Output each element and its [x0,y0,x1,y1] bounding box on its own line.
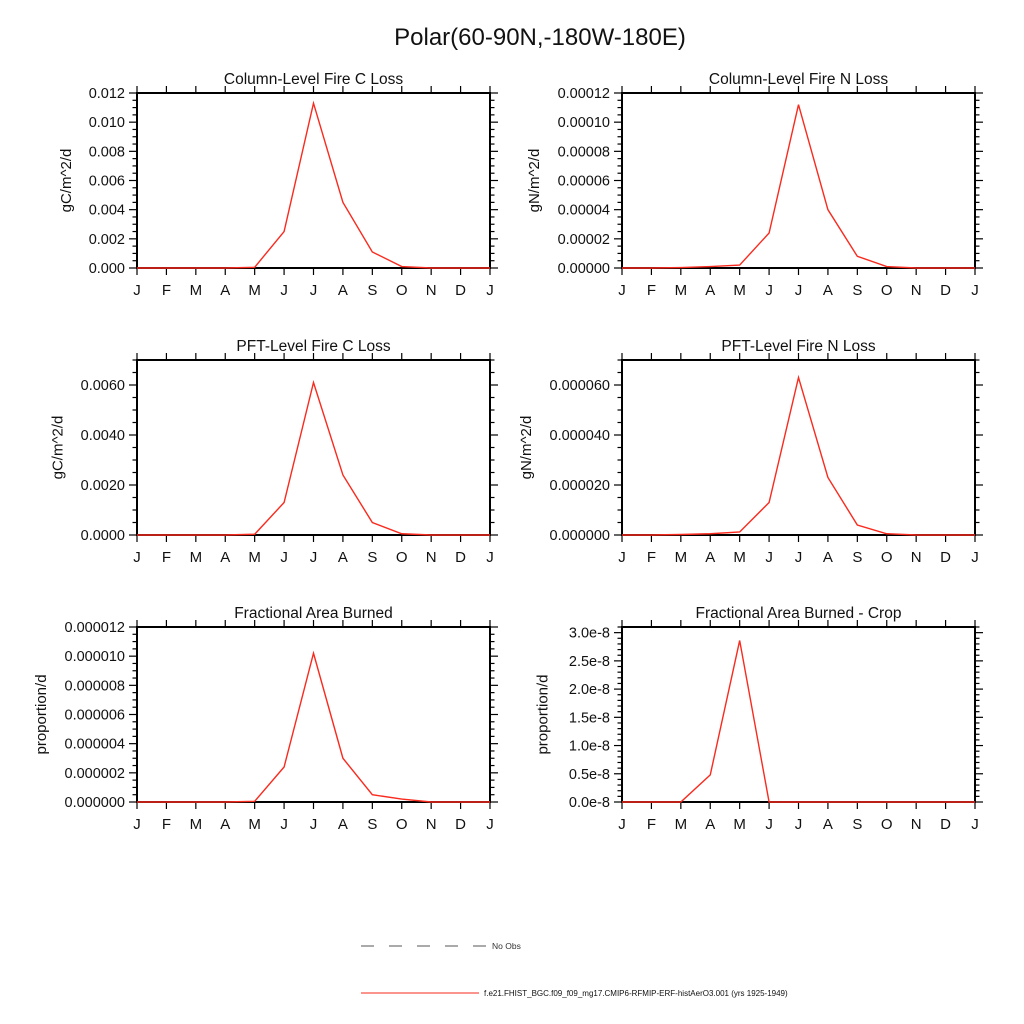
plot-frame [622,93,975,268]
svg-text:A: A [220,282,231,299]
svg-text:F: F [646,549,657,566]
legend-label-no-obs: No Obs [492,941,521,951]
svg-text:M: M [248,549,261,566]
svg-text:O: O [395,816,408,833]
svg-text:3.0e-8: 3.0e-8 [568,625,610,642]
data-line [622,641,975,802]
svg-text:A: A [337,816,348,833]
svg-text:0.002: 0.002 [88,231,125,248]
svg-text:0.000060: 0.000060 [549,378,610,394]
svg-text:J: J [486,549,494,566]
plot-frame [137,360,490,535]
y-tick-labels [558,86,610,277]
legend-dashed-line-swatch [360,941,488,951]
svg-text:M: M [248,282,261,299]
y-tick-labels [89,86,125,277]
plot-frame [622,627,975,802]
legend-entry-no-obs [360,941,521,951]
y-tick-labels [65,620,125,811]
svg-text:J: J [794,549,803,566]
y-tick-labels [550,378,610,544]
svg-text:S: S [852,549,863,566]
svg-text:0.0060: 0.0060 [80,378,125,394]
svg-text:A: A [337,549,348,566]
subplot-column-level-fire-n-loss [502,51,1012,316]
svg-text:O: O [395,549,408,566]
svg-text:0.0020: 0.0020 [80,478,125,494]
svg-text:J: J [765,549,773,566]
x-ticks [622,353,975,542]
svg-text:F: F [161,282,172,299]
svg-text:1.0e-8: 1.0e-8 [568,738,610,755]
svg-text:J: J [971,282,979,299]
svg-text:O: O [880,816,893,833]
y-ticks [614,360,983,535]
y-tick-labels [81,378,125,544]
plot-frame [137,93,490,268]
svg-text:J: J [280,282,288,299]
svg-text:A: A [705,282,716,299]
x-tick-labels [618,549,979,566]
svg-text:J: J [486,282,494,299]
svg-text:0.000008: 0.000008 [64,678,125,695]
svg-text:J: J [765,282,773,299]
svg-text:0.000010: 0.000010 [64,649,125,666]
svg-text:2.0e-8: 2.0e-8 [568,682,610,699]
svg-text:F: F [161,816,172,833]
svg-text:N: N [425,816,437,833]
subplot-fractional-area-burned [17,585,527,850]
svg-text:D: D [455,816,467,833]
svg-text:M: M [189,816,203,833]
chart-canvas [17,585,520,847]
svg-text:0.008: 0.008 [88,144,125,161]
y-ticks [129,93,498,268]
svg-text:0.000002: 0.000002 [64,765,125,782]
svg-text:J: J [280,816,288,833]
svg-text:0.00006: 0.00006 [557,173,610,190]
svg-text:M: M [674,816,688,833]
y-axis-label: gC/m^2/d [58,148,75,213]
svg-text:J: J [133,816,141,833]
svg-text:0.000004: 0.000004 [64,736,125,753]
y-ticks [129,360,498,535]
subplot-pft-level-fire-c-loss [17,318,527,583]
legend-solid-line-swatch [360,988,480,998]
svg-text:J: J [309,816,318,833]
subplot-title-text: Column-Level Fire C Loss [223,71,404,88]
svg-text:A: A [822,816,833,833]
subplot-title-text: PFT-Level Fire N Loss [721,338,876,355]
y-axis-label: gC/m^2/d [49,415,67,480]
x-tick-labels [133,282,494,299]
svg-text:S: S [852,282,863,299]
svg-text:0.0e-8: 0.0e-8 [568,795,610,811]
svg-text:0.0000: 0.0000 [80,528,125,544]
svg-text:0.5e-8: 0.5e-8 [568,766,610,783]
svg-text:M: M [189,282,203,299]
svg-text:J: J [309,549,318,566]
data-line [622,105,975,268]
svg-text:J: J [309,282,318,299]
svg-text:J: J [618,549,626,566]
subplot-pft-level-fire-n-loss [502,318,1012,583]
svg-text:D: D [940,282,952,299]
svg-text:S: S [367,282,378,299]
svg-text:0.006: 0.006 [88,173,125,190]
svg-text:0.00002: 0.00002 [557,231,610,248]
svg-text:N: N [425,282,437,299]
x-tick-labels [133,549,494,566]
subplot-fractional-area-burned-crop [502,585,1012,850]
y-axis-label: proportion/d [534,674,552,755]
x-ticks [622,620,975,809]
svg-text:J: J [133,549,141,566]
svg-text:J: J [618,816,626,833]
svg-text:N: N [425,549,437,566]
svg-text:O: O [880,282,893,299]
svg-text:0.00000: 0.00000 [557,261,610,277]
svg-text:0.004: 0.004 [88,202,125,219]
svg-text:0.000: 0.000 [88,261,125,277]
svg-text:0.000006: 0.000006 [64,707,125,724]
y-axis-label: gN/m^2/d [526,148,544,213]
svg-text:F: F [646,816,657,833]
svg-text:0.00008: 0.00008 [557,144,610,161]
x-ticks [137,620,490,809]
data-line [137,383,490,536]
subplot-column-level-fire-c-loss [17,51,527,316]
svg-text:J: J [133,282,141,299]
svg-text:M: M [733,816,746,833]
svg-text:M: M [733,549,746,566]
svg-text:M: M [189,549,203,566]
svg-text:J: J [280,549,288,566]
x-tick-labels [618,282,979,299]
plot-frame [622,360,975,535]
x-ticks [137,86,490,275]
x-tick-labels [618,816,979,833]
svg-text:D: D [940,549,952,566]
y-tick-labels [569,626,610,811]
svg-text:N: N [910,282,922,299]
svg-text:M: M [674,282,688,299]
svg-text:A: A [705,816,716,833]
svg-text:M: M [733,282,746,299]
y-ticks [614,627,983,802]
chart-canvas [502,585,1005,847]
svg-text:A: A [337,282,348,299]
svg-text:F: F [646,282,657,299]
svg-text:J: J [794,282,803,299]
svg-text:J: J [486,816,494,833]
svg-text:J: J [971,816,979,833]
subplot-title-text: PFT-Level Fire C Loss [236,338,391,355]
svg-text:0.000040: 0.000040 [549,428,610,444]
svg-text:D: D [940,816,952,833]
svg-text:M: M [674,549,688,566]
legend-label-model-run: f.e21.FHIST_BGC.f09_f09_mg17.CMIP6-RFMIP-ERF-histAerO3.001 (yrs 1925-1949) [484,988,788,998]
svg-text:0.000012: 0.000012 [64,620,125,636]
svg-text:0.010: 0.010 [88,115,125,132]
svg-text:D: D [455,282,467,299]
svg-text:A: A [220,816,231,833]
data-line [622,378,975,536]
svg-text:J: J [618,282,626,299]
svg-text:0.012: 0.012 [88,86,125,102]
chart-canvas [17,51,520,313]
svg-text:0.00012: 0.00012 [557,86,610,102]
subplot-title-text: Fractional Area Burned - Crop [695,605,902,622]
y-axis-label: proportion/d [32,674,50,755]
y-axis-label: gN/m^2/d [517,415,535,480]
svg-text:2.5e-8: 2.5e-8 [568,653,610,670]
svg-text:N: N [910,816,922,833]
svg-text:J: J [765,816,773,833]
svg-text:J: J [971,549,979,566]
svg-text:A: A [822,282,833,299]
svg-text:0.00004: 0.00004 [557,202,610,219]
x-tick-labels [133,816,494,833]
svg-text:J: J [794,816,803,833]
svg-text:A: A [822,549,833,566]
svg-text:N: N [910,549,922,566]
subplot-title-text: Fractional Area Burned [234,605,393,622]
svg-text:0.000000: 0.000000 [64,795,125,811]
chart-canvas [17,318,520,580]
svg-text:0.000000: 0.000000 [549,528,610,544]
svg-text:A: A [220,549,231,566]
svg-text:0.000020: 0.000020 [549,478,610,494]
svg-text:O: O [395,282,408,299]
subplot-title-text: Column-Level Fire N Loss [708,71,889,88]
svg-text:0.00010: 0.00010 [557,115,610,132]
figure-title: Polar(60-90N,-180W-180E) [394,24,686,51]
chart-canvas [502,51,1005,313]
data-line [137,103,490,268]
svg-text:S: S [852,816,863,833]
svg-text:0.0040: 0.0040 [80,428,125,444]
data-line [137,653,490,802]
svg-text:D: D [455,549,467,566]
svg-text:1.5e-8: 1.5e-8 [568,710,610,727]
svg-text:A: A [705,549,716,566]
y-ticks [614,93,983,268]
chart-canvas [502,318,1005,580]
svg-text:F: F [161,549,172,566]
svg-text:S: S [367,549,378,566]
svg-text:S: S [367,816,378,833]
x-ticks [622,86,975,275]
legend-entry-model-run [360,988,788,998]
svg-text:M: M [248,816,261,833]
svg-text:O: O [880,549,893,566]
